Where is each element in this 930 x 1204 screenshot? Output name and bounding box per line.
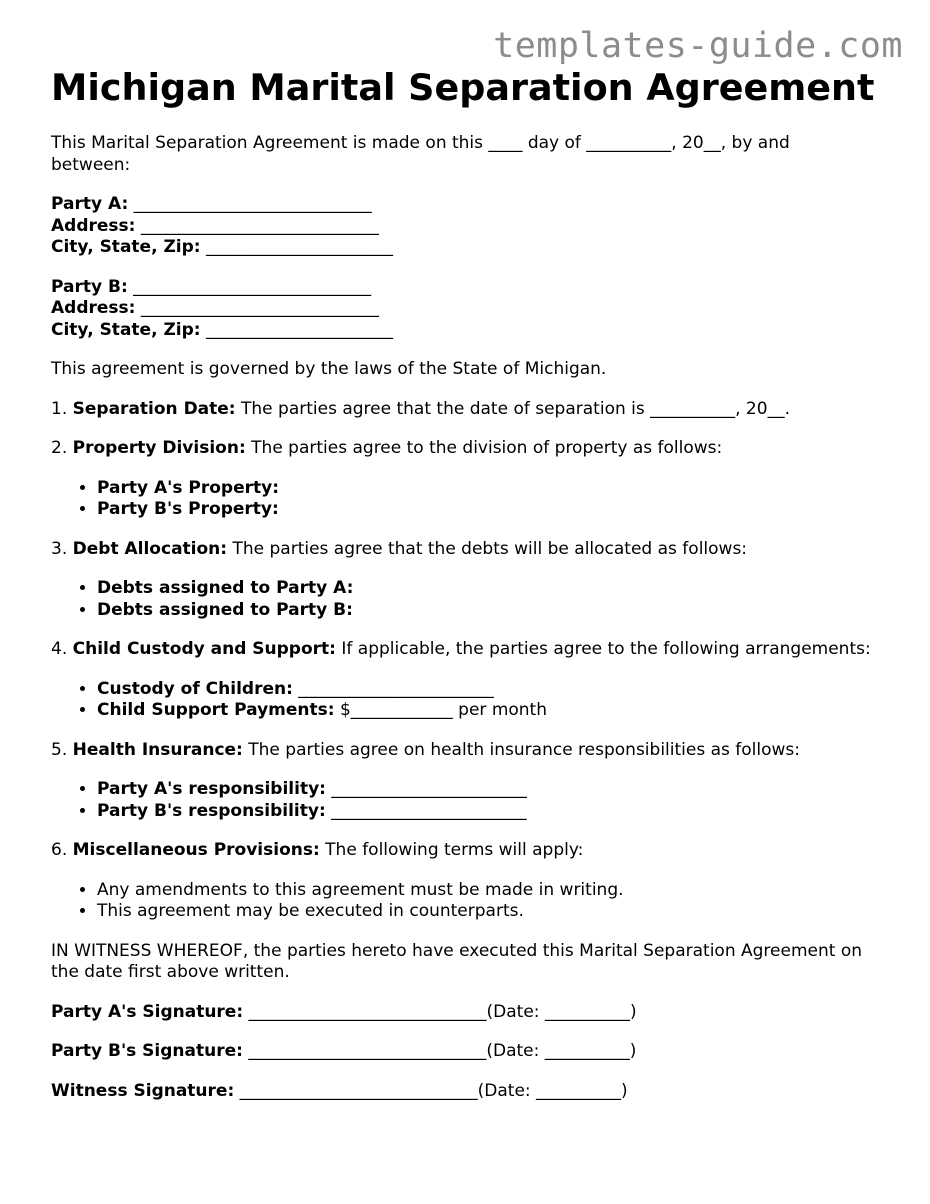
- section-3: [51, 539, 871, 561]
- list-item: • Any amendments to this agreement must be made in writing.: [97, 880, 871, 902]
- party-a-responsibility-blank: _______________________: [325, 779, 527, 799]
- section-2-number: 2.: [51, 438, 68, 458]
- custody-blank: _______________________: [292, 678, 494, 699]
- list-item: [97, 578, 871, 600]
- intro-paragraph: This Marital Separation Agreement is made on this ____ day of __________, 20__, by and between:: [51, 133, 790, 175]
- list-item: [97, 801, 871, 823]
- section-6-list: [51, 880, 871, 923]
- section-4-text: If applicable, the parties agree to the following arrangements:: [335, 639, 871, 659]
- party-b-responsibility-label: Party B's responsibility:: [97, 800, 326, 821]
- party-b-signature-label: Party B's Signature:: [51, 1041, 243, 1061]
- custody-label: Custody of Children:: [97, 678, 293, 699]
- party-b-responsibility-blank: _______________________: [325, 800, 527, 821]
- section-3-heading: Debt Allocation:: [72, 538, 228, 559]
- page-title: Michigan Marital Separation Agreement: [51, 66, 875, 109]
- party-a-city-label: City, State, Zip:: [51, 237, 201, 257]
- party-b-property-label: Party B's Property:: [97, 499, 279, 519]
- party-a-signature-line: [51, 1002, 871, 1024]
- section-4-list: [51, 679, 871, 722]
- section-6: [51, 840, 871, 862]
- watermark: templates-guide.com: [493, 26, 903, 66]
- section-2-text: The parties agree to the division of property as follows:: [245, 438, 723, 458]
- section-3-list: [51, 578, 871, 621]
- section-6-text: The following terms will apply:: [319, 840, 584, 860]
- section-6-number: 6.: [51, 840, 68, 860]
- list-item: [97, 679, 871, 701]
- governing-law: This agreement is governed by the laws of the State of Michigan.: [51, 359, 607, 379]
- witness-signature-label: Witness Signature:: [51, 1080, 235, 1101]
- list-item: [97, 700, 871, 722]
- section-5: [51, 740, 871, 762]
- party-a-address-label: Address:: [51, 215, 136, 236]
- section-1-number: 1.: [51, 398, 68, 419]
- list-item: • This agreement may be executed in counterparts.: [97, 901, 871, 923]
- section-4-number: 4.: [51, 639, 68, 659]
- section-1: [51, 399, 871, 421]
- section-5-heading: Health Insurance:: [72, 739, 243, 760]
- section-4: [51, 639, 871, 661]
- section-6-heading: Miscellaneous Provisions:: [72, 840, 320, 860]
- list-item: [97, 600, 871, 622]
- list-item: [97, 779, 871, 801]
- section-1-text: The parties agree that the date of separation is __________, 20__.: [235, 398, 790, 419]
- party-b-city-blank: ______________________: [205, 319, 393, 340]
- section-2: [51, 438, 871, 460]
- witness-signature-line: [51, 1081, 871, 1103]
- section-5-list: [51, 779, 871, 822]
- party-a-responsibility-label: Party A's responsibility:: [97, 779, 326, 799]
- section-2-heading: Property Division:: [72, 438, 246, 458]
- party-a-property-label: Party A's Property:: [97, 477, 279, 498]
- party-a-block: [51, 194, 871, 259]
- debts-party-a-label: Debts assigned to Party A:: [97, 578, 354, 598]
- section-5-text: The parties agree on health insurance responsibilities as follows:: [242, 739, 800, 760]
- section-3-text: The parties agree that the debts will be allocated as follows:: [227, 538, 748, 559]
- section-4-heading: Child Custody and Support:: [72, 639, 336, 659]
- party-a-name-label: Party A:: [51, 194, 129, 214]
- party-b-block: [51, 277, 871, 342]
- child-support-blank: $____________ per month: [334, 700, 547, 720]
- party-a-signature-blank: ____________________________(Date: __________): [243, 1001, 637, 1022]
- witness-signature-blank: ____________________________(Date: __________): [234, 1080, 628, 1101]
- debts-party-b-label: Debts assigned to Party B:: [97, 599, 353, 620]
- list-item: [97, 499, 871, 521]
- party-b-name-blank: ____________________________: [133, 276, 372, 297]
- party-a-name-blank: ____________________________: [133, 194, 372, 214]
- party-b-name-label: Party B:: [51, 276, 128, 297]
- list-item: [97, 478, 871, 500]
- document-page: [51, 66, 875, 1102]
- party-b-city-label: City, State, Zip:: [51, 319, 201, 340]
- section-2-list: [51, 478, 871, 521]
- party-b-address-label: Address:: [51, 298, 136, 318]
- party-a-signature-label: Party A's Signature:: [51, 1001, 244, 1022]
- section-3-number: 3.: [51, 538, 68, 559]
- party-a-address-blank: ____________________________: [140, 215, 379, 236]
- party-b-address-blank: ____________________________: [140, 298, 379, 318]
- section-1-heading: Separation Date:: [72, 398, 236, 419]
- section-5-number: 5.: [51, 739, 68, 760]
- party-b-signature-blank: ____________________________(Date: __________): [242, 1041, 637, 1061]
- child-support-label: Child Support Payments:: [97, 700, 335, 720]
- party-b-signature-line: [51, 1041, 871, 1063]
- party-a-city-blank: ______________________: [205, 237, 393, 257]
- witness-paragraph: IN WITNESS WHEREOF, the parties hereto have executed this Marital Separation Agreement on the date first above written.: [51, 940, 862, 982]
